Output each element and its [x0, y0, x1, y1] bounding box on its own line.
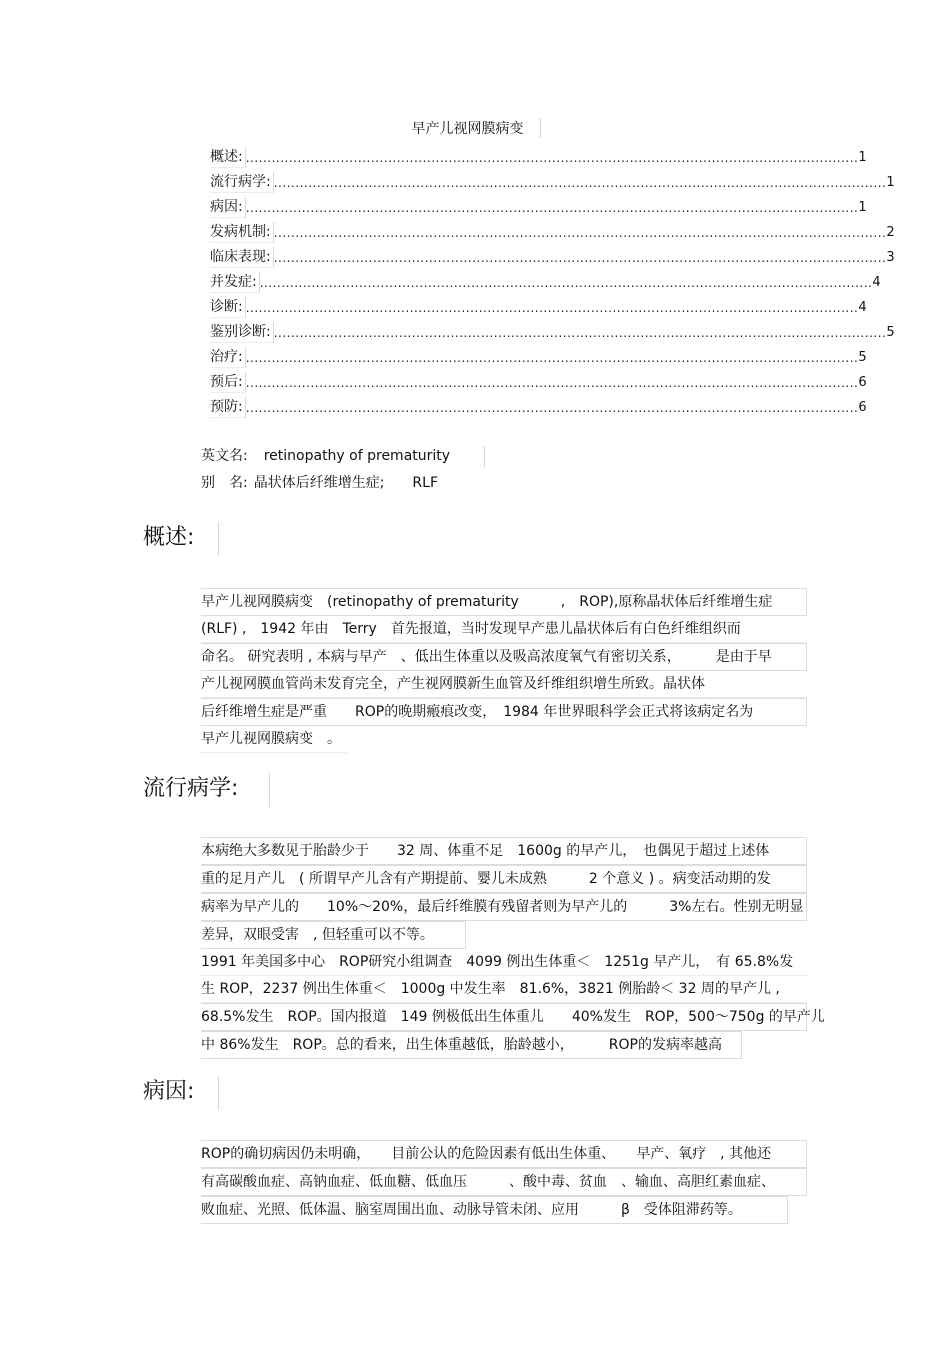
- toc-page: 5: [858, 350, 867, 365]
- toc-entry[interactable]: [210, 193, 867, 218]
- toc-page: 1: [858, 200, 867, 215]
- text-line: 病率为早产儿的 10%～20%，最后纤维膜有残留者则为早产儿的 3%左右。性别无明显: [201, 893, 807, 921]
- toc-leader: ..............................................................................................................................................: [273, 251, 887, 265]
- text-line: 差异，双眼受害 , 但轻重可以不等。: [201, 921, 466, 949]
- toc-page: 5: [886, 325, 895, 340]
- text-line: 重的足月产儿 ( 所谓早产儿含有产期提前、婴儿未成熟 2 个意义 ) 。病变活动期的发: [201, 865, 807, 893]
- toc-label: 病因:: [210, 197, 246, 218]
- text-line: 1991 年美国多中心 ROP研究小组调查 4099 例出生体重＜ 1251g 早产儿， 有 65.8%发: [201, 949, 807, 976]
- toc-leader: ..............................................................................................................................................: [245, 401, 859, 415]
- english-name-line: [201, 446, 450, 466]
- text-line: 命名。 研究表明 , 本病与早产 、低出生体重以及吸高浓度氧气有密切关系， 是由于早: [201, 643, 807, 671]
- text-line: 生 ROP，2237 例出生体重＜ 1000g 中发生率 81.6%，3821 例胎龄＜ 32 周的早产儿 ,: [201, 976, 807, 1003]
- toc-label: 临床表现:: [210, 247, 274, 268]
- toc-entry[interactable]: [210, 368, 867, 393]
- text-line: (RLF) , 1942 年由 Terry 首先报道，当时发现早产患儿晶状体后有白色纤维组织而: [201, 616, 807, 643]
- toc-entry[interactable]: [210, 318, 895, 343]
- text-line: 后纤维增生症是严重 ROP的晚期瘢痕改变， 1984 年世界眼科学会正式将该病定名为: [201, 698, 807, 726]
- alias-line: [201, 473, 438, 493]
- document-title: 早产儿视网膜病变: [411, 121, 524, 137]
- toc-leader: ..............................................................................................................................................: [273, 226, 887, 240]
- toc-label: 预防:: [210, 397, 246, 418]
- toc-entry[interactable]: [210, 243, 895, 268]
- meta-divider: [484, 446, 486, 468]
- etiology-paragraph: [201, 1140, 807, 1224]
- toc-entry[interactable]: [210, 343, 867, 368]
- toc-page: 6: [858, 375, 867, 390]
- text-line: ROP的确切病因仍未明确， 目前公认的危险因素有低出生体重、 早产、氧疗 , 其他还: [201, 1140, 807, 1168]
- toc-label: 并发症:: [210, 272, 260, 293]
- text-line: 产儿视网膜血管尚未发育完全，产生视网膜新生血管及纤维组织增生所致。晶状体: [201, 671, 807, 698]
- toc-page: 1: [886, 175, 895, 190]
- toc-label: 诊断:: [210, 297, 246, 318]
- section-heading-etiology: 病因:: [143, 1079, 195, 1104]
- toc-leader: ..............................................................................................................................................: [245, 201, 859, 215]
- toc-label: 预后:: [210, 372, 246, 393]
- toc-page: 4: [858, 300, 867, 315]
- toc-entry[interactable]: [210, 143, 867, 168]
- text-line: 早产儿视网膜病变 (retinopathy of prematurity , ROP),原称晶状体后纤维增生症: [201, 588, 807, 616]
- text-line: 中 86%发生 ROP。总的看来，出生体重越低，胎龄越小， ROP的发病率越高: [201, 1031, 742, 1059]
- toc-page: 1: [858, 150, 867, 165]
- toc-label: 发病机制:: [210, 222, 274, 243]
- toc-entry[interactable]: [210, 293, 867, 318]
- text-line: 68.5%发生 ROP。国内报道 149 例极低出生体重儿 40%发生 ROP，500～750g 的早产儿: [201, 1003, 807, 1031]
- toc-label: 概述:: [210, 147, 246, 168]
- overview-paragraph: [201, 588, 807, 753]
- toc-entry[interactable]: [210, 268, 881, 293]
- english-name-value: retinopathy of prematurity: [263, 448, 451, 464]
- text-line: 有高碳酸血症、高钠血症、低血糖、低血压 、酸中毒、贫血 、输血、高胆红素血症、: [201, 1168, 807, 1196]
- heading-divider: [218, 522, 220, 556]
- heading-divider: [269, 773, 271, 807]
- toc-label: 治疗:: [210, 347, 246, 368]
- toc-label: 流行病学:: [210, 172, 274, 193]
- toc-leader: ..............................................................................................................................................: [273, 176, 887, 190]
- toc-leader: ..............................................................................................................................................: [245, 351, 859, 365]
- toc-leader: ..............................................................................................................................................: [259, 276, 873, 290]
- alias-value: 晶状体后纤维增生症; RLF: [253, 475, 439, 491]
- toc-leader: ..............................................................................................................................................: [245, 376, 859, 390]
- text-line: 败血症、光照、低体温、脑室周围出血、动脉导管未闭、应用 β 受体阻滞药等。: [201, 1196, 788, 1224]
- toc-leader: ..............................................................................................................................................: [245, 151, 859, 165]
- section-heading-epidemiology: 流行病学:: [143, 776, 239, 801]
- text-line: 早产儿视网膜病变 。: [201, 726, 347, 753]
- toc-label: 鉴别诊断:: [210, 322, 274, 343]
- toc-entry[interactable]: [210, 168, 895, 193]
- section-heading-overview: 概述:: [143, 525, 195, 550]
- alias-label: 别 名:: [201, 475, 248, 491]
- heading-divider: [218, 1076, 220, 1110]
- toc-page: 4: [872, 275, 881, 290]
- text-line: 本病绝大多数见于胎龄少于 32 周、体重不足 1600g 的早产儿， 也偶见于超过上述体: [201, 837, 807, 865]
- english-name-label: 英文名:: [201, 448, 248, 464]
- toc-entry[interactable]: [210, 393, 867, 418]
- toc-page: 3: [886, 250, 895, 265]
- toc-entry[interactable]: [210, 218, 895, 243]
- toc-leader: ..............................................................................................................................................: [273, 326, 887, 340]
- toc-page: 6: [858, 400, 867, 415]
- table-of-contents: [210, 143, 895, 418]
- toc-page: 2: [886, 225, 895, 240]
- title-divider: [540, 118, 542, 138]
- toc-leader: ..............................................................................................................................................: [245, 301, 859, 315]
- epidemiology-paragraph: [201, 837, 825, 1059]
